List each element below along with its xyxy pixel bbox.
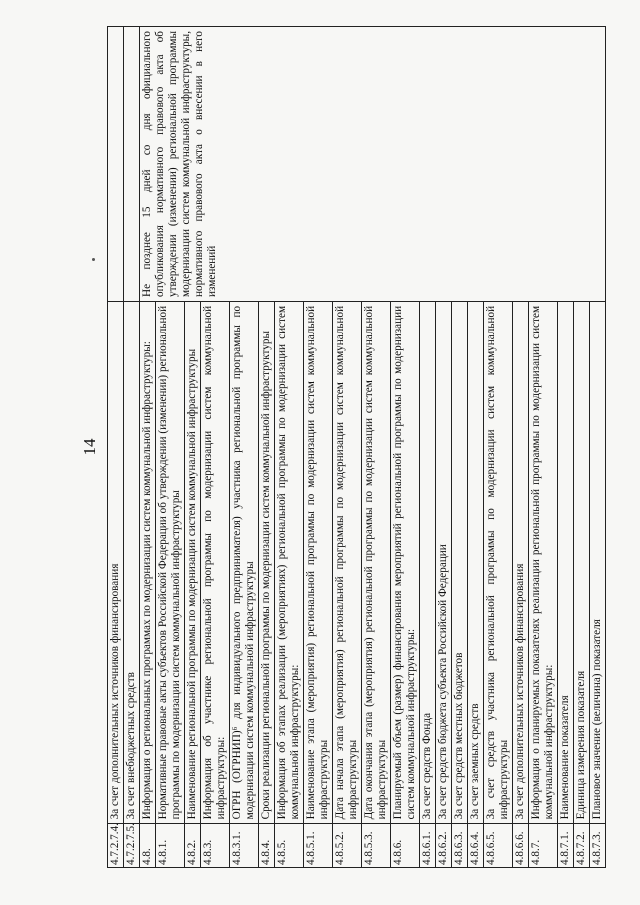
item-code: 4.8.6.6. [513,824,529,868]
page-number: 14 [80,438,99,456]
item-code: 4.8.1. [156,824,185,868]
item-code: 4.8. [140,824,156,868]
deadline-cell [140,27,606,302]
item-code: 4.8.6. [391,824,420,868]
item-description: За счет внебюджетных средств [124,301,140,823]
item-description: Сроки реализации региональной программы по модернизации систем коммунальной инфраструктуры [259,301,275,823]
item-description: Информация о региональных программах по модернизации систем коммунальной инфраструктуры: [140,301,156,823]
item-code: 4.8.5. [275,824,304,868]
item-description: ОГРН (ОГРНИП)⁶ для индивидуального предпринимателя) участника региональной программы по модернизации систем коммунальной инфраструктуры [230,301,259,823]
item-code: 4.8.6.3. [452,824,468,868]
item-description: Дата окончания этапа (мероприятия) региональной программы по модернизации систем коммунальной инфраструктуры [362,301,391,823]
item-description: Дата начала этапа (мероприятия) региональной программы по модернизации систем коммунальной инфраструктуры [333,301,362,823]
item-description: Наименование региональной программы по модернизации систем коммунальной инфраструктуры [185,301,201,823]
item-code: 4.8.7.3. [590,824,606,868]
item-description: Единица измерения показателя [574,301,590,823]
requirements-table [107,26,606,868]
table-row [108,27,124,868]
item-description: За счет средств Фонда [420,301,436,823]
item-code: 4.8.5.1. [304,824,333,868]
item-code: 4.8.5.2. [333,824,362,868]
item-code: 4.8.7.2. [574,824,590,868]
item-description: За счет средств бюджета субъекта Российской Федерации [436,301,452,823]
item-description: Планируемый объем (размер) финансирования мероприятий региональной программы по модернизации систем коммунальной инфраструктуры: [391,301,420,823]
item-code: 4.8.5.3. [362,824,391,868]
item-code: 4.8.4. [259,824,275,868]
rotated-content [75,26,603,868]
item-code: 4.8.6.2. [436,824,452,868]
item-description: Плановое значение (величина) показателя [590,301,606,823]
item-description: За счет заемных средств [468,301,484,823]
item-description: За счет дополнительных источников финансирования [513,301,529,823]
deadline-cell-empty [108,27,124,302]
item-code: 4.7.2.7.5. [124,824,140,868]
item-description: Наименование этапа (мероприятия) региональной программы по модернизации систем коммунальной инфраструктуры [304,301,333,823]
item-code: 4.7.2.7.4. [108,824,124,868]
item-code: 4.8.6.4. [468,824,484,868]
item-description: За счет дополнительных источников финансирования [108,301,124,823]
item-description: Информация об этапах реализации (мероприятиях) региональной программы по модернизации систем коммунальной инфраструктуры: [275,301,304,823]
table-row [140,27,156,868]
item-code: 4.8.6.1. [420,824,436,868]
item-code: 4.8.3.1. [230,824,259,868]
item-description: Информация об участнике региональной программы по модернизации систем коммунальной инфраструктуры: [201,301,230,823]
deadline-cell-empty [124,27,140,302]
item-description: Наименование показателя [558,301,574,823]
item-description: За счет средств местных бюджетов [452,301,468,823]
item-code: 4.8.2. [185,824,201,868]
item-description: Информация о планируемых показателях реализации региональной программы по модернизации систем коммунальной инфраструктуры: [529,301,558,823]
item-code: 4.8.3. [201,824,230,868]
requirements-table-body [108,27,606,868]
item-description: Нормативные правовые акты субъектов Российской Федерации об утверждении (изменении) региональной программы по модернизации систем коммунальной инфраструктуры [156,301,185,823]
item-code: 4.8.7. [529,824,558,868]
table-row [124,27,140,868]
item-code: 4.8.7.1. [558,824,574,868]
deadline-text: Не позднее 15 дней со дня официального опубликования нормативного правового акта об утверждении (изменении) региональной программы модернизации систем коммунальной инфраструктуры, нормативного правового акта о внесении в него изменений [141,31,218,297]
item-code: 4.8.6.5. [484,824,513,868]
item-description: За счет средств участника региональной программы по модернизации систем коммунальной инфраструктуры [484,301,513,823]
